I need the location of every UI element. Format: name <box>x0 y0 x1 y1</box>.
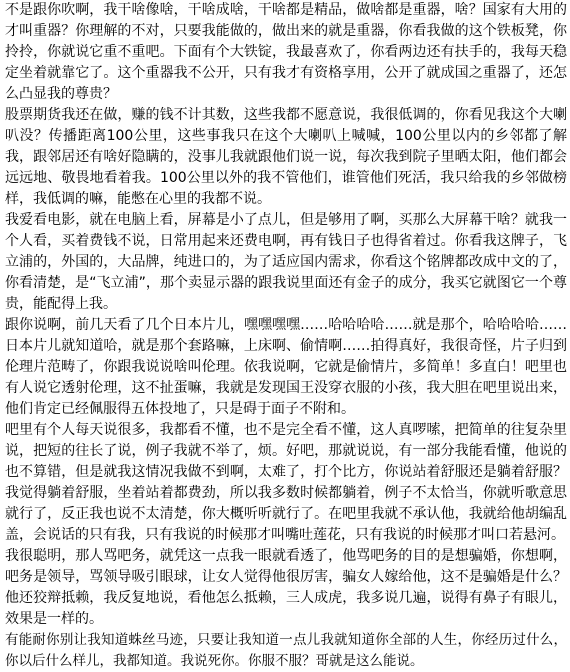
paragraph-3: 我爱看电影，就在电脑上看，屏幕是小了点儿，但是够用了啊，买那么大屏幕干啥？就我一个人看，买着费钱不说，日常用起来还费电啊，再有钱日子也得省着过。你看我这牌子，飞立浦的，外国的，大品牌，纯进口的，为了适应国内需求，你看这个铭牌都改成中文的了，你看清楚，是“飞立浦”，那个卖显示器的跟我说里面还有金子的成分，我买它就图它一个尊贵，能配得上我。 <box>5 212 567 312</box>
paragraph-6: 我很聪明，那人骂吧务，就凭这一点我一眼就看透了，他骂吧务的目的是想骗婚，你想啊，吧务是领导，骂领导吸引眼球，让女人觉得他很厉害，骗女人嫁给他，这不是骗婚是什么？他还狡辩抵赖，我反复地说，看他怎么抵赖，三人成虎，我多说几遍，说得有鼻子有眼儿，效果是一样的。 <box>5 548 567 627</box>
paragraph-7: 有能耐你别让我知道蛛丝马迹，只要让我知道一点儿我就知道你全部的人生，你经历过什么，你以后什么样儿，我都知道。我说死你。你服不服？哥就是这么能说。 <box>5 632 567 669</box>
paragraph-5: 吧里有个人每天说很多，我都看不懂，也不是完全看不懂，这人真啰嗦，把简单的往复杂里说，把短的往长了说，例子我就不举了，烦。好吧，那就说说，有一部分我能看懂，他说的也不算错，但是就我这情况我做不到啊，太难了，打个比方，你说站着舒服还是躺着舒服？我觉得躺着舒服，坐着站着都费劲，所以我多数时候都躺着，例子不太恰当，你就听歌意思就行了，反正我也说不太清楚，你大概听听就行了。在吧里我就不承认他，我就给他胡编乱盖，会说话的只有我，只有我说的时候那才叫嘴吐莲花，只有我说的时候那才叫口若悬河。 <box>5 422 567 543</box>
paragraph-1: 不是跟你吹啊，我干啥像啥，干啥成啥，干啥都是精品，做啥都是重器，啥？国家有大用的才叫重器？你理解的不对，只要我能做的，做出来的就是重器，你看我做的这个铁板凳，你拎拎，你就说它重不重吧。下面有个大铁锭，我最喜欢了，你看两边还有扶手的，我每天稳定坐着就靠它了。这个重器我不公开，只有我才有资格享用，公开了就成国之重器了，还怎么凸显我的尊贵？ <box>5 2 567 102</box>
paragraph-2: 股票期货我还在做，赚的钱不计其数，这些我都不愿意说，我很低调的，你看见我这个大喇叭没？传播距离100公里，这些事我只在这个大喇叭上喊喊，100公里以内的乡邻都了解我，跟邻居还有啥好隐瞒的，没事儿我就跟他们说一说，每次我到院子里晒太阳，他们都会远远地、敬畏地看着我。100公里以外的我不管他们，谁管他们死活，我只给我的乡邻做榜样，我低调的嘛，能憋在心里的我都不说。 <box>5 107 567 207</box>
paragraph-4: 跟你说啊，前几天看了几个日本片儿，嘿嘿嘿嘿……哈哈哈哈……就是那个，哈哈哈哈……日本片儿就知道哈，就是那个套路嘛，上床啊、偷情啊……拍得真好，我很奇怪，片子归到伦理片范畴了，你跟我说说啥叫伦理。依我说啊，它就是偷情片，多简单！多直白！吧里也有人说它透射伦理，这不扯蛋嘛，我就是发现国王没穿衣服的小孩，我大胆在吧里说出来，他们肯定已经佩服得五体投地了，只是碍于面子不附和。 <box>5 317 567 417</box>
